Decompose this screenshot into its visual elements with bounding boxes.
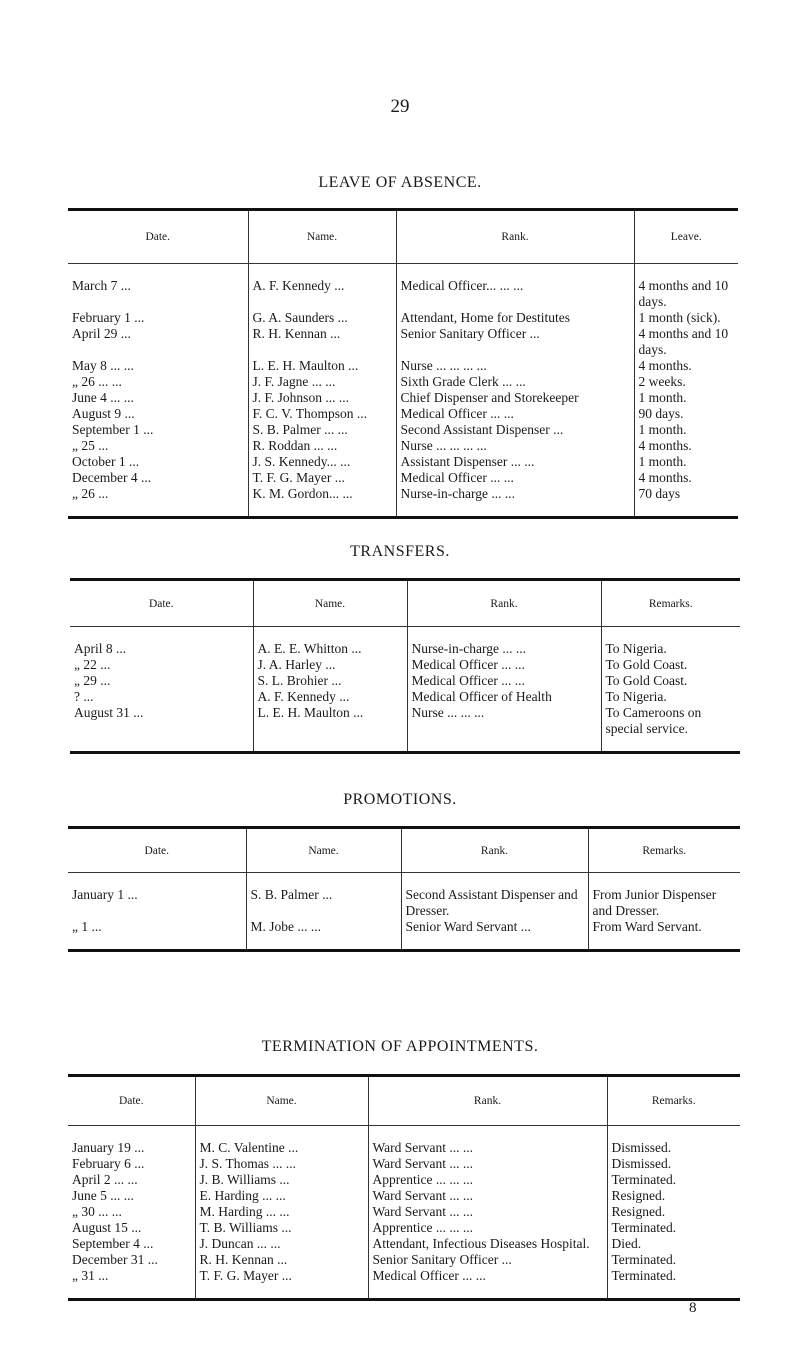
table-row: [70, 689, 740, 705]
name-cell: J. S. Kennedy... ...: [248, 454, 396, 470]
date-cell: „ 26 ... ...: [72, 374, 122, 389]
date-cell: December 31 ...: [72, 1252, 158, 1267]
table-row: [68, 358, 738, 374]
rank-cell: Second Assistant Dispenser ...: [396, 422, 634, 438]
column-header: Date.: [118, 1095, 144, 1107]
rank-cell: Nurse ... ... ... ...: [396, 358, 634, 374]
remarks-cell: Resigned.: [607, 1188, 740, 1204]
rank-cell: Medical Officer ... ...: [407, 673, 601, 689]
table-row: [68, 278, 738, 310]
column-header: Rank.: [368, 1076, 607, 1126]
date-cell: „ 31 ...: [72, 1268, 109, 1283]
date-cell: August 31 ...: [74, 705, 144, 720]
column-header: Name.: [246, 828, 401, 873]
column-header: Remarks.: [601, 580, 740, 627]
remarks-cell: 4 months.: [634, 358, 738, 374]
table-row: [68, 887, 740, 919]
column-header: Name.: [195, 1076, 368, 1126]
name-cell: A. F. Kennedy ...: [248, 278, 396, 310]
name-cell: M. Harding ... ...: [195, 1204, 368, 1220]
name-cell: A. F. Kennedy ...: [253, 689, 407, 705]
remarks-cell: Dismissed.: [607, 1140, 740, 1156]
name-cell: M. Jobe ... ...: [246, 919, 401, 935]
remarks-cell: Died.: [607, 1236, 740, 1252]
column-header: Rank.: [401, 828, 588, 873]
name-cell: R. H. Kennan ...: [248, 326, 396, 358]
table-row: [68, 390, 738, 406]
table-row: [68, 486, 738, 502]
column-header: Leave.: [634, 210, 738, 264]
name-cell: S. B. Palmer ... ...: [248, 422, 396, 438]
table-row: [68, 422, 738, 438]
leave-section-title: LEAVE OF ABSENCE.: [318, 174, 482, 191]
date-cell: „ 29 ...: [74, 673, 111, 688]
remarks-cell: To Cameroons on special service.: [601, 705, 740, 737]
table-row: [70, 673, 740, 689]
rank-cell: Second Assistant Dispenser and Dresser.: [401, 887, 588, 919]
remarks-cell: 4 months.: [634, 438, 738, 454]
name-cell: J. S. Thomas ... ...: [195, 1156, 368, 1172]
table-row: [68, 1140, 740, 1156]
rank-cell: Medical Officer ... ...: [396, 406, 634, 422]
remarks-cell: Terminated.: [607, 1220, 740, 1236]
table-row: [68, 406, 738, 422]
name-cell: A. E. E. Whitton ...: [253, 641, 407, 657]
remarks-cell: Terminated.: [607, 1268, 740, 1284]
name-cell: E. Harding ... ...: [195, 1188, 368, 1204]
remarks-cell: 2 weeks.: [634, 374, 738, 390]
name-cell: T. F. G. Mayer ...: [195, 1268, 368, 1284]
promotions-section-title: PROMOTIONS.: [343, 791, 457, 808]
table-row: [68, 1268, 740, 1284]
table-row: [68, 1172, 740, 1188]
remarks-cell: Terminated.: [607, 1172, 740, 1188]
table-row: [68, 1252, 740, 1268]
table-row: [68, 310, 738, 326]
table-row: [68, 1156, 740, 1172]
rank-cell: Nurse-in-charge ... ...: [396, 486, 634, 502]
terminations-section-title: TERMINATION OF APPOINTMENTS.: [261, 1038, 539, 1055]
rank-cell: Senior Sanitary Officer ...: [396, 326, 634, 358]
date-cell: „ 1 ...: [72, 919, 102, 934]
name-cell: J. B. Williams ...: [195, 1172, 368, 1188]
column-header: Name.: [248, 210, 396, 264]
rank-cell: Nurse-in-charge ... ...: [407, 641, 601, 657]
rank-cell: Medical Officer ... ...: [407, 657, 601, 673]
table-row: [68, 438, 738, 454]
remarks-cell: 1 month.: [634, 390, 738, 406]
remarks-cell: 90 days.: [634, 406, 738, 422]
leave-table: [68, 208, 738, 519]
date-cell: May 8 ... ...: [72, 358, 134, 373]
column-header: Remarks.: [607, 1076, 740, 1126]
date-cell: „ 30 ... ...: [72, 1204, 122, 1219]
table-row: [68, 919, 740, 935]
rank-cell: Apprentice ... ... ...: [368, 1172, 607, 1188]
rank-cell: Senior Ward Servant ...: [401, 919, 588, 935]
rank-cell: Attendant, Infectious Diseases Hospital.: [368, 1236, 607, 1252]
remarks-cell: To Gold Coast.: [601, 657, 740, 673]
name-cell: J. F. Johnson ... ...: [248, 390, 396, 406]
rank-cell: Chief Dispenser and Storekeeper: [396, 390, 634, 406]
page-number: 29: [390, 96, 410, 117]
rank-cell: Medical Officer ... ...: [396, 470, 634, 486]
date-cell: February 1 ...: [72, 310, 145, 325]
name-cell: G. A. Saunders ...: [248, 310, 396, 326]
rank-cell: Nurse ... ... ...: [407, 705, 601, 737]
terminations-table: [68, 1074, 740, 1301]
name-cell: K. M. Gordon... ...: [248, 486, 396, 502]
remarks-cell: 4 months.: [634, 470, 738, 486]
date-cell: April 8 ...: [74, 641, 127, 656]
date-cell: „ 26 ...: [72, 486, 109, 501]
remarks-cell: 4 months and 10 days.: [634, 326, 738, 358]
table-row: [68, 1204, 740, 1220]
name-cell: F. C. V. Thompson ...: [248, 406, 396, 422]
name-cell: J. Duncan ... ...: [195, 1236, 368, 1252]
name-cell: L. E. H. Maulton ...: [253, 705, 407, 737]
name-cell: R. H. Kennan ...: [195, 1252, 368, 1268]
name-cell: L. E. H. Maulton ...: [248, 358, 396, 374]
column-header: Name.: [253, 580, 407, 627]
date-cell: April 29 ...: [72, 326, 131, 341]
transfers-table: [70, 578, 740, 754]
date-cell: ? ...: [74, 689, 94, 704]
rank-cell: Ward Servant ... ...: [368, 1140, 607, 1156]
name-cell: R. Roddan ... ...: [248, 438, 396, 454]
date-cell: June 4 ... ...: [72, 390, 134, 405]
column-header: Remarks.: [588, 828, 740, 873]
name-cell: S. B. Palmer ...: [246, 887, 401, 919]
column-header: Rank.: [407, 580, 601, 627]
rank-cell: Medical Officer ... ...: [368, 1268, 607, 1284]
remarks-cell: From Ward Servant.: [588, 919, 740, 935]
rank-cell: Sixth Grade Clerk ... ...: [396, 374, 634, 390]
column-header: Rank.: [396, 210, 634, 264]
table-row: [70, 657, 740, 673]
table-row: [70, 705, 740, 737]
rank-cell: Senior Sanitary Officer ...: [368, 1252, 607, 1268]
table-row: [68, 374, 738, 390]
date-cell: January 1 ...: [72, 887, 138, 902]
name-cell: T. F. G. Mayer ...: [248, 470, 396, 486]
rank-cell: Ward Servant ... ...: [368, 1204, 607, 1220]
table-row: [68, 454, 738, 470]
table-row: [68, 470, 738, 486]
rank-cell: Assistant Dispenser ... ...: [396, 454, 634, 470]
date-cell: September 4 ...: [72, 1236, 154, 1251]
date-cell: September 1 ...: [72, 422, 154, 437]
rank-cell: Apprentice ... ... ...: [368, 1220, 607, 1236]
date-cell: April 2 ... ...: [72, 1172, 138, 1187]
date-cell: December 4 ...: [72, 470, 152, 485]
date-cell: August 15 ...: [72, 1220, 142, 1235]
rank-cell: Attendant, Home for Destitutes: [396, 310, 634, 326]
date-cell: October 1 ...: [72, 454, 140, 469]
remarks-cell: 4 months and 10 days.: [634, 278, 738, 310]
table-row: [68, 1220, 740, 1236]
date-cell: January 19 ...: [72, 1140, 145, 1155]
remarks-cell: Terminated.: [607, 1252, 740, 1268]
column-header: Date.: [144, 844, 170, 857]
promotions-table: [68, 826, 740, 952]
date-cell: June 5 ... ...: [72, 1188, 134, 1203]
column-header: Date.: [148, 597, 174, 610]
remarks-cell: 1 month.: [634, 454, 738, 470]
remarks-cell: 70 days: [634, 486, 738, 502]
remarks-cell: 1 month.: [634, 422, 738, 438]
rank-cell: Ward Servant ... ...: [368, 1156, 607, 1172]
rank-cell: Medical Officer... ... ...: [396, 278, 634, 310]
footer-mark: 8: [689, 1300, 697, 1316]
name-cell: J. A. Harley ...: [253, 657, 407, 673]
remarks-cell: To Nigeria.: [601, 689, 740, 705]
table-row: [68, 1188, 740, 1204]
remarks-cell: From Junior Dispenser and Dresser.: [588, 887, 740, 919]
date-cell: February 6 ...: [72, 1156, 145, 1171]
remarks-cell: Dismissed.: [607, 1156, 740, 1172]
table-row: [68, 326, 738, 358]
remarks-cell: To Gold Coast.: [601, 673, 740, 689]
date-cell: „ 22 ...: [74, 657, 111, 672]
column-header: Date.: [145, 231, 171, 243]
rank-cell: Ward Servant ... ...: [368, 1188, 607, 1204]
table-row: [70, 641, 740, 657]
remarks-cell: To Nigeria.: [601, 641, 740, 657]
rank-cell: Nurse ... ... ... ...: [396, 438, 634, 454]
table-row: [68, 1236, 740, 1252]
date-cell: „ 25 ...: [72, 438, 109, 453]
date-cell: March 7 ...: [72, 278, 131, 293]
date-cell: August 9 ...: [72, 406, 135, 421]
name-cell: M. C. Valentine ...: [195, 1140, 368, 1156]
remarks-cell: Resigned.: [607, 1204, 740, 1220]
name-cell: S. L. Brohier ...: [253, 673, 407, 689]
rank-cell: Medical Officer of Health: [407, 689, 601, 705]
remarks-cell: 1 month (sick).: [634, 310, 738, 326]
transfers-section-title: TRANSFERS.: [350, 543, 450, 560]
name-cell: T. B. Williams ...: [195, 1220, 368, 1236]
name-cell: J. F. Jagne ... ...: [248, 374, 396, 390]
